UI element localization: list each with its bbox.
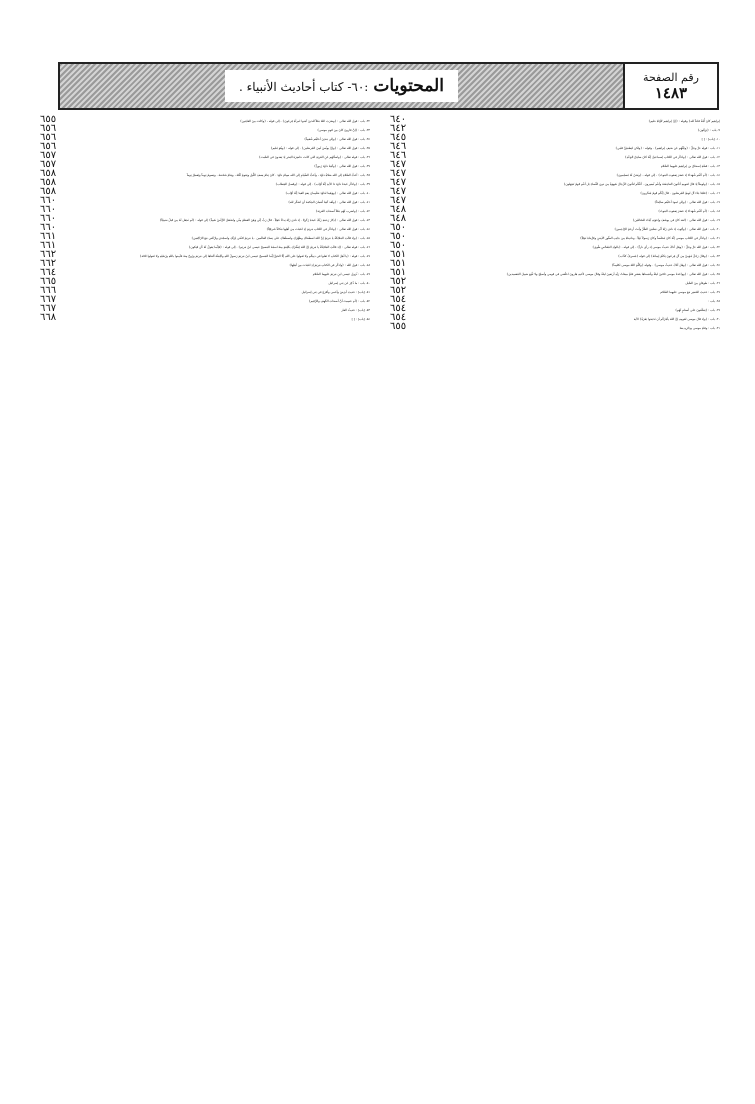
toc-entry-text: ٣٧- باب : قولِ الله تعالى : ﴿وآتَينا داوُدَ زَبوراً﴾ [314, 164, 370, 168]
toc-entry-text: ١٤- باب : ﴿أم كُنتُم شُهَداءَ إذ حَضَرَ يَعقوبَ المَوتُ﴾ - إلى قوله - ﴿ونَحنُ لَهُ مُسلِمون﴾ [616, 173, 720, 177]
toc-entry [390, 267, 720, 278]
toc-entry [390, 249, 720, 260]
toc-entry [40, 141, 370, 152]
toc-entry-page: ٦٦٧ [40, 303, 57, 314]
toc-entry-page: ٦٥٠ [390, 222, 407, 233]
toc-entry-page: ٦٥٧ [40, 159, 57, 170]
page-header [58, 62, 719, 110]
toc-entry-page: ٦٥١ [390, 267, 407, 278]
toc-entry-text: ٢٢- باب : قولِ الله عزَّ وجَلَّ : ﴿وهَل أتاكَ حَديثُ موسى إذ رأى ناراً﴾ - إلى قوله - ﴿بالوادِ المُقَدَّسِ طُوى﴾ [592, 245, 720, 249]
toc-entry [40, 132, 370, 143]
toc-entry-page: ٦٥١ [390, 258, 407, 269]
toc-entry-page: ٦٦٠ [40, 213, 57, 224]
contents-columns [40, 114, 720, 1078]
toc-entry-text: ١٠- [باب] : [ ] [701, 137, 720, 141]
toc-entry-text: ١٣- باب : قصَّةِ إسحاقَ بن إبراهيمَ عليهما السَّلام [660, 164, 720, 168]
toc-entry-text: ٣٠- باب : ﴿وإذ قالَ موسى لقومِهِ إنَّ اللهَ يأمُرُكُم أن تَذبَحوا بَقَرَةً﴾ الآية [633, 317, 720, 321]
toc-entry-page: ٦٥٤ [390, 294, 407, 305]
toc-entry-text: ٢٧- باب : حَديثِ الخَضِرِ مَعَ موسى عليهما السَّلام [660, 290, 720, 294]
toc-entry-page: ٦٦١ [40, 231, 57, 242]
toc-entry-page: ٦٥٢ [390, 285, 407, 296]
toc-entry [390, 285, 720, 296]
toc-entry-text: ١٨- باب : ﴿أم كُنتُم شُهَداءَ إذ حَضَرَ يَعقوبَ المَوتُ﴾ [658, 209, 720, 213]
toc-entry-text: ٤٦- باب : قوله تعالى : ﴿إذ قالَتِ المَلائِكَةُ يا مَريَمُ إنَّ اللهَ يُبَشِّرُكِ بكَلِمَةٍ مِنهُ اسمُهُ المَسيحُ عيسى ابنُ مَريَم﴾ . إلى قوله : ﴿فإنَّما يَقولُ لَهُ كُن فَيَكون﴾ [188, 245, 370, 249]
toc-entry-page: ٦٤٨ [390, 204, 407, 215]
toc-entry-text: ٣٥- باب : قولِ الله تعالى : ﴿وإنَّ يونُسَ لَمِنَ المُرسَلين﴾ . إلى قوله : ﴿وهُوَ مُليم﴾ [270, 146, 370, 150]
toc-entry-text: ٣٤- باب : قولِ الله تعالى : ﴿وإلى مَديَنَ أخاهُم شُعَيباً﴾ [304, 137, 370, 141]
toc-entry-page: ٦٦٢ [40, 258, 57, 269]
toc-entry-page: ٦٥٧ [40, 150, 57, 161]
toc-entry-page: ٦٦٥ [40, 276, 57, 287]
toc-entry-text: ٤٩- باب : نُزولِ عيسى ابنِ مَريَمَ عليهما السَّلام [312, 272, 370, 276]
toc-entry-page: ٦٦٠ [40, 195, 57, 206]
toc-entry [390, 141, 720, 152]
toc-entry-page: ٦٦٦ [40, 285, 57, 296]
toc-entry-page: ٦٤٧ [390, 186, 407, 197]
toc-entry-text: ٥٢- باب : ﴿أم حَسِبتَ أنَّ أصحابَ الكَهفِ والرَّقيم﴾ [308, 299, 370, 303]
toc-entry [390, 195, 720, 206]
toc-entry [40, 222, 370, 233]
toc-entry-page: ٦٤٠ [390, 114, 407, 125]
toc-entry-page: ٦٤٨ [390, 213, 407, 224]
toc-entry [390, 132, 720, 143]
page-number: ١٤٨٣ [654, 83, 688, 102]
toc-entry [390, 123, 720, 134]
toc-entry-text: ٩- باب : ﴿يَزِفّون﴾ [697, 128, 720, 132]
toc-entry-page: ٦٤٦ [390, 141, 407, 152]
toc-entry-text: ١٦- باب : ﴿فلمّا جاءَ آلَ لوطٍ المُرسَلون . قالَ إنَّكُم قَومٌ مُنكَرون﴾ [640, 191, 720, 195]
toc-entry-page: ٦٤٧ [390, 177, 407, 188]
toc-entry-text: ٥٠- باب : ما ذُكِرَ عَن بَني إسرائيل [328, 281, 370, 285]
toc-entry-page: ٦٥٥ [40, 114, 57, 125]
toc-entry-page: ٦٥٦ [40, 123, 57, 134]
toc-entry-page: ٦٦٨ [40, 312, 57, 323]
toc-entry-text: ٢٠- باب : قولِ الله تعالى : ﴿وأيّوبَ إذ نادى رَبَّهُ أنّي مَسَّنِيَ الضُّرُّ وأنتَ أرحَمُ الرّاحِمين﴾ [614, 227, 720, 231]
toc-entry [390, 276, 720, 287]
toc-entry [40, 231, 370, 242]
toc-entry-text: ٤١- باب : قولِ الله تعالى : ﴿ولَقَد آتَينا لُقمانَ الحِكمَةَ أنِ اشكُر لله﴾ [288, 200, 370, 204]
toc-entry-page: ٦٦٢ [40, 249, 57, 260]
toc-entry-text: ٥٤- [باب] : [ ] [351, 317, 370, 321]
toc-entry [40, 267, 370, 278]
toc-entry [40, 123, 370, 134]
toc-entry-page: ٦٥٦ [40, 141, 57, 152]
toc-entry [40, 150, 370, 161]
contents-title: المحتويات [373, 76, 444, 96]
toc-entry [40, 204, 370, 215]
toc-entry-page: ٦٦٧ [40, 294, 57, 305]
book-subtitle: :٦٠- كتاب أحاديث الأنبياء . [239, 80, 369, 94]
toc-entry-text: ٤٤- باب : قولِ الله تعالى : ﴿واذكُر في الكتابِ مَريَمَ إذِ انتَبَذَت مِن أهلِها مَكاناً شَرقِيّاً﴾ [266, 227, 370, 231]
left-column [40, 114, 370, 1078]
toc-entry-text: إبراهيم كانَ أُمَّةً قانتاً لله﴾ وقوله : ﴿إنَّ إبراهيم لأوّاهٌ حليم﴾ [648, 119, 720, 123]
toc-entry-page: ٦٥٤ [390, 312, 407, 323]
toc-entry-page: ٦٤٧ [390, 159, 407, 170]
toc-entry-page: ٦٦٠ [40, 204, 57, 215]
toc-entry [390, 312, 720, 323]
toc-entry-page: ٦٥٨ [40, 177, 57, 188]
toc-entry-page: ٦٤٧ [390, 195, 407, 206]
toc-entry-page: ٦٥٨ [40, 186, 57, 197]
toc-entry-text: ١٥- باب : ﴿ولوطاً إذ قالَ لقومِهِ أتأتونَ الفاحِشَةَ وأنتُم تُبصِرون . أئنَّكُم لتأتونَ الرِّجالَ شَهوَةً مِن دونِ النِّساءِ بَل أنتُم قَومٌ تَجهَلون﴾ [563, 182, 720, 186]
toc-entry-text: ٥١- [باب] : حَديثِ أبرَصَ وأعمى وأقرَعَ في بَني إسرائيل [301, 290, 370, 294]
toc-entry-page: ٦٦٠ [40, 222, 57, 233]
toc-entry [390, 321, 720, 332]
toc-entry [390, 303, 720, 314]
toc-entry-page: ٦٤٢ [390, 123, 407, 134]
toc-entry-text: ٢٤- باب : قولِ الله تعالى : ﴿وهَل أتاكَ حَديثُ موسى﴾ . وقوله ﴿وكَلَّمَ اللهُ موسى تَكليماً﴾ [611, 263, 720, 267]
toc-entry-page: ٦٤٦ [390, 150, 407, 161]
toc-entry [390, 177, 720, 188]
toc-entry-text: ١٢- باب : قولِ الله تعالى : ﴿واذكُر في الكتابِ إسماعيلَ إنَّهُ كانَ صادِقَ الوَعْدِ﴾ [624, 155, 720, 159]
toc-entry [390, 114, 720, 125]
toc-entry [390, 294, 720, 305]
toc-entry-text: ٣١- باب : وفاةِ موسى وذِكرِهِ بعدُ [679, 326, 720, 330]
toc-entry [40, 177, 370, 188]
page-number-box [623, 64, 717, 108]
toc-entry [390, 168, 720, 179]
toc-entry-text: ٣٣- باب : ﴿إنَّ قارونَ كانَ مِن قَومِ موسى﴾ [317, 128, 370, 132]
toc-entry [40, 258, 370, 269]
toc-entry [40, 303, 370, 314]
toc-entry-page: ٦٥٤ [390, 303, 407, 314]
toc-entry [40, 276, 370, 287]
toc-entry [390, 150, 720, 161]
toc-entry-page: ٦٦١ [40, 240, 57, 251]
toc-entry-text: ٤٨- باب : قولِ الله : ﴿واذكُر في الكتابِ مَريَمَ إذِ انتَبَذَت مِن أهلِها﴾ [289, 263, 370, 267]
toc-entry [40, 294, 370, 305]
toc-entry-text: ٣٩- باب : ﴿واذكُر عَبدَنا داوُدَ ذا الأيدِ إنَّهُ أوّاب﴾ . إلى قوله : ﴿وفَصلَ الخِطاب﴾ [275, 182, 370, 186]
toc-entry-page: ٦٥٥ [390, 321, 407, 332]
toc-entry-text: ٢٩- باب : ﴿يَعكُفونَ على أصنامٍ لَهُم﴾ [675, 308, 720, 312]
toc-entry [40, 114, 370, 125]
toc-entry [40, 195, 370, 206]
toc-entry [390, 186, 720, 197]
toc-entry-text: ٢٨- باب : [708, 299, 720, 303]
toc-entry-page: ٦٥٦ [40, 132, 57, 143]
toc-entry [390, 231, 720, 242]
toc-entry-text: ١٩- باب : قولِ الله تعالى : ﴿لقد كانَ في يوسُفَ وإخوَتِهِ آياتٌ للسّائلين﴾ [632, 218, 720, 222]
toc-entry [40, 249, 370, 260]
toc-entry-text: ٤٠- باب : قولِ الله تعالى : ﴿ووَهَبنا لداوُدَ سُلَيمانَ نِعمَ العَبدُ إنَّهُ أوّاب﴾ [285, 191, 370, 195]
toc-entry [390, 240, 720, 251]
toc-entry-text: ١٧- باب : قولِ الله تعالى : ﴿وإلى ثَمودَ أخاهُم صالِحاً﴾ [654, 200, 720, 204]
toc-entry-text: ٤٣- باب : قولِ الله تعالى : ﴿ذِكرُ رَحمَةِ رَبِّكَ عَبدَهُ زَكَرِيّا . إذ نادى رَبَّهُ نِداءً خَفِيّاً . قالَ رَبِّ إنّي وَهَنَ العَظمُ مِنّي واشتَعَلَ الرَّأسُ شَيباً﴾ إلى قوله : ﴿لَم نَجعَل لَهُ مِن قَبلُ سَمِيّاً﴾ [159, 218, 370, 222]
toc-entry [390, 213, 720, 224]
toc-entry [390, 159, 720, 170]
toc-entry-text: ٣٢- باب : قولِ الله تعالى : ﴿وضَرَبَ اللهُ مَثَلاً للذينَ آمَنوا امرأةَ فِرعَونَ﴾ - إلى قوله - ﴿وكانَت مِنَ القانِتين﴾ [239, 119, 370, 123]
toc-entry-text: ٤٧- باب : قوله : ﴿يا أهلَ الكتابِ لا تَغلوا في دينِكُم ولا تَقولوا على اللهِ إلّا الحَقَّ إنَّما المَسيحُ عيسى ابنُ مَريَمَ رَسولُ اللهِ وكَلِمَتُهُ ألقاها إلى مَريَمَ ورُوحٌ مِنهُ فآمِنوا باللهِ ورُسُلِهِ ولا تَقولوا ثَلاثَة﴾ [139, 254, 370, 258]
page-number-label: رقم الصفحة [643, 70, 699, 84]
toc-entry-text: ٢٥- باب : قولِ الله تعالى : ﴿وواعَدنا موسى ثلاثينَ ليلةً وأتمَمناها بعَشرٍ فتَمَّ ميقاتُ رَبِّهِ أربَعينَ ليلةً وقالَ موسى لأخيهِ هارونَ اخلُفني في قومي وأصلِح ولا تتَّبِع سَبيلَ المُفسِدين﴾ [506, 272, 720, 276]
toc-entry-text: ٥٣- [باب] : حَديثُ الغار [341, 308, 370, 312]
toc-entry-text: ٢٣- باب : ﴿وقالَ رَجُلٌ مُؤمِنٌ مِن آلِ فِرعَونَ يَكتُمُ إيمانَهُ﴾ إلى قوله ﴿مُسرِفٌ كذّاب﴾ [618, 254, 720, 258]
toc-entry-page: ٦٥٨ [40, 168, 57, 179]
toc-entry [390, 204, 720, 215]
toc-entry-page: ٦٤٧ [390, 168, 407, 179]
toc-entry [40, 168, 370, 179]
toc-entry [390, 222, 720, 233]
toc-entry-text: ١١- باب : قولِه عزَّ وجَلَّ : ﴿ونَبِّئْهُم عَن ضَيفِ إبراهيم﴾ . وقوله : ﴿ولكن ليَطمَئِنَّ قلبي﴾ [615, 146, 720, 150]
toc-entry-page: ٦٥٢ [390, 276, 407, 287]
toc-entry-page: ٦٥٠ [390, 240, 407, 251]
toc-entry [40, 186, 370, 197]
toc-entry-text: ٣٦- باب : قوله تعالى : ﴿واسألهُم عَنِ القَريَةِ التي كانَت حاضِرَةَ البَحرِ إذ يَعدونَ في السَّبت﴾ [258, 155, 370, 159]
toc-entry-text: ٢٦- باب : طوفانٍ مِنَ السَّيل [685, 281, 720, 285]
toc-entry [390, 258, 720, 269]
header-title-box [225, 70, 458, 102]
toc-entry-text: ٤٥- باب : ﴿وإذ قالَتِ المَلائِكَةُ يا مَريَمُ إنَّ اللهَ اصطَفاكِ وطَهَّرَكِ واصطَفاكِ على نِساءِ العالَمين . يا مَريَمُ اقنُتي لِرَبِّكِ واسجُدي وارْكَعي مَعَ الرّاكِعين﴾ [191, 236, 370, 240]
toc-entry-page: ٦٦٤ [40, 267, 57, 278]
toc-entry [40, 240, 370, 251]
right-column [390, 114, 720, 1078]
toc-entry [40, 312, 370, 323]
toc-entry-text: ٣٨- باب : أحَبُّ الصَّلاةِ إلى الله صَلاةُ داوُدَ ، وأحَبُّ الصِّيامِ إلى الله صِيامُ داوُدَ . كانَ يَنامُ نِصفَ اللَّيلِ ويَقومُ ثُلُثَهُ ، ويَنامُ سُدُسَهُ . ويَصومُ يَوماً ويُفطِرُ يَوماً [186, 173, 370, 177]
toc-entry [40, 285, 370, 296]
header-title-area [60, 64, 623, 108]
toc-entry-page: ٦٤٥ [390, 132, 407, 143]
toc-entry-text: ٢١- باب : ﴿واذكُر في الكتابِ موسى إنَّهُ كانَ مُخلَصاً وكانَ رَسولاً نَبِيّاً . وناديناهُ مِن جانِبِ الطّورِ الأيمَنِ وقَرَّبناهُ نَجِيّاً﴾ [579, 236, 720, 240]
toc-entry-page: ٦٥١ [390, 249, 407, 260]
toc-entry-text: ٤٢- باب : ﴿واضرِب لَهُم مَثَلاً أصحابَ القَريَة﴾ [315, 209, 370, 213]
toc-entry [40, 159, 370, 170]
toc-entry-page: ٦٥٠ [390, 231, 407, 242]
toc-entry [40, 213, 370, 224]
